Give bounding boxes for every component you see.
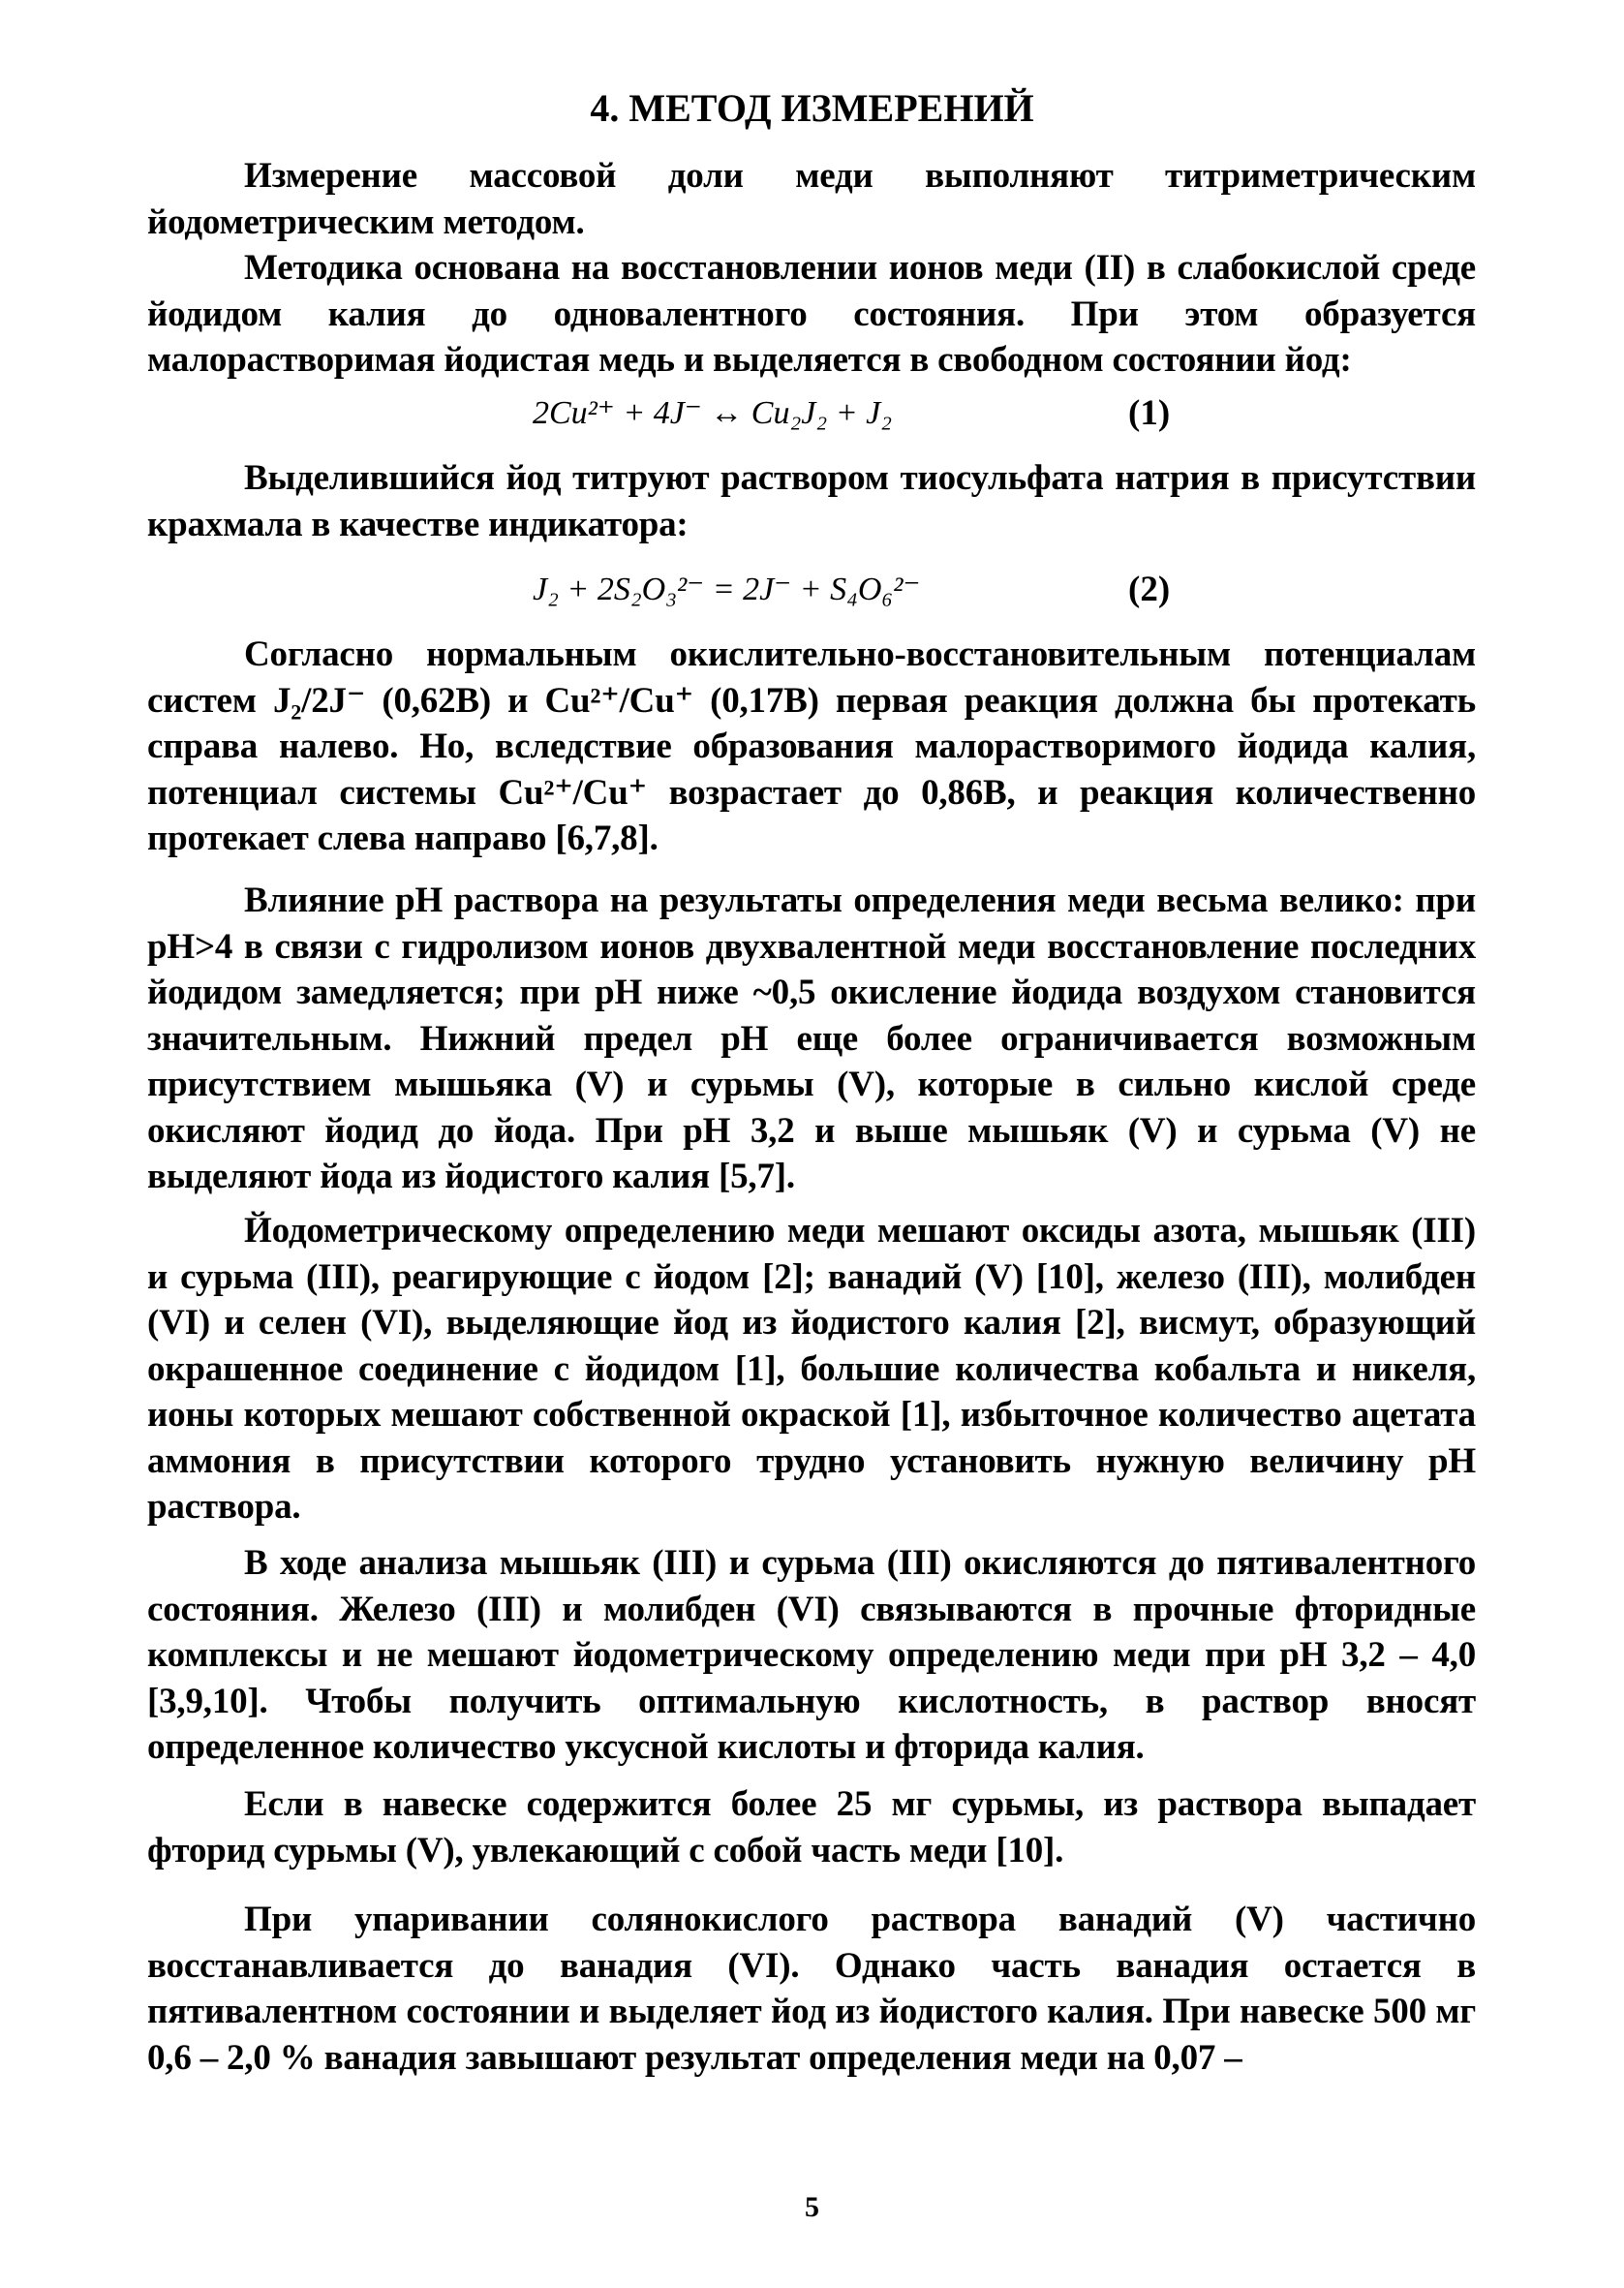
paragraph-4: Согласно нормальным окислительно-восстановительным потенциалам систем J₂/2J⁻ (0,62В) и Cu²⁺/Cu⁺ (0,17В) первая реакция должна бы протекать справа налево. Но, вследствие образования малорастворимого йодида калия, потенциал системы Cu²⁺/Cu⁺ возрастает до 0,86В, и реакция количественно протекает слева направо [6,7,8]. (147, 634, 1476, 858)
paragraph-8: Если в навеске содержится более 25 мг сурьмы, из раствора выпадает фторид сурьмы (V), увлекающий с собой часть меди [10]. (147, 1784, 1476, 1871)
page-number: 5 (805, 2191, 819, 2223)
paragraph-5: Влияние pH раствора на результаты определения меди весьма велико: при pH>4 в связи с гидролизом ионов двухвалентной меди восстановление последних йодидом замедляется; при pH ниже ~0,5 окисление йодида воздухом становится значительным. Нижний предел pH еще более ограничивается возможным присутствием мышьяка (V) и сурьмы (V), которые в сильно кислой среде окисляют йодид до йода. При pH 3,2 и выше мышьяк (V) и сурьма (V) не выделяют йода из йодистого калия [5,7]. (147, 881, 1476, 1196)
section-heading: 4. МЕТОД ИЗМЕРЕНИЙ (590, 86, 1034, 130)
equation-2-expression: J₂ + 2S₂O₃²⁻ = 2J⁻ + S₄O₆²⁻ (533, 572, 921, 607)
paragraph-9: При упаривании солянокислого раствора ванадий (V) частично восстанавливается до ванадия (VI). Однако часть ванадия остается в пятивалентном состоянии и выделяет йод из йодистого калия. При навеске 500 мг 0,6 – 2,0 % ванадия завышают результат определения меди на 0,07 – (147, 1900, 1476, 2078)
equation-1-number: (1) (1128, 393, 1171, 433)
paragraph-7: В ходе анализа мышьяк (III) и сурьма (III) окисляются до пятивалентного состояния. Железо (III) и молибден (VI) связываются в прочные фторидные комплексы и не мешают йодометрическому определению меди при pH 3,2 – 4,0 [3,9,10]. Чтобы получить оптимальную кислотность, в раствор вносят определенное количество уксусной кислоты и фторида калия. (147, 1543, 1476, 1767)
equation-1-expression: 2Cu²⁺ + 4J⁻ ↔ Cu₂J₂ + J₂ (533, 395, 893, 431)
equation-2 (0, 567, 1624, 613)
equation-2-number: (2) (1128, 570, 1171, 609)
equation-1 (0, 390, 1624, 437)
paragraph-6: Йодометрическому определению меди мешают оксиды азота, мышьяк (III) и сурьма (III), реагирующие с йодом [2]; ванадий (V) [10], железо (III), молибден (VI) и селен (VI), выделяющие йод из йодистого калия [2], висмут, образующий окрашенное соединение с йодидом [1], большие количества кобальта и никеля, ионы которых мешают собственной окраской [1], избыточное количество ацетата аммония в присутствии которого трудно установить нужную величину pH раствора. (147, 1211, 1476, 1527)
paragraph-3: Выделившийся йод титруют раствором тиосульфата натрия в присутствии крахмала в качестве индикатора: (147, 458, 1476, 544)
paragraph-2: Методика основана на восстановлении ионов меди (II) в слабокислой среде йодидом калия до одновалентного состояния. При этом образуется малорастворимая йодистая медь и выделяется в свободном состоянии йод: (147, 248, 1476, 380)
paragraph-1: Измерение массовой доли меди выполняют титриметрическим йодометрическим методом. (147, 156, 1476, 242)
